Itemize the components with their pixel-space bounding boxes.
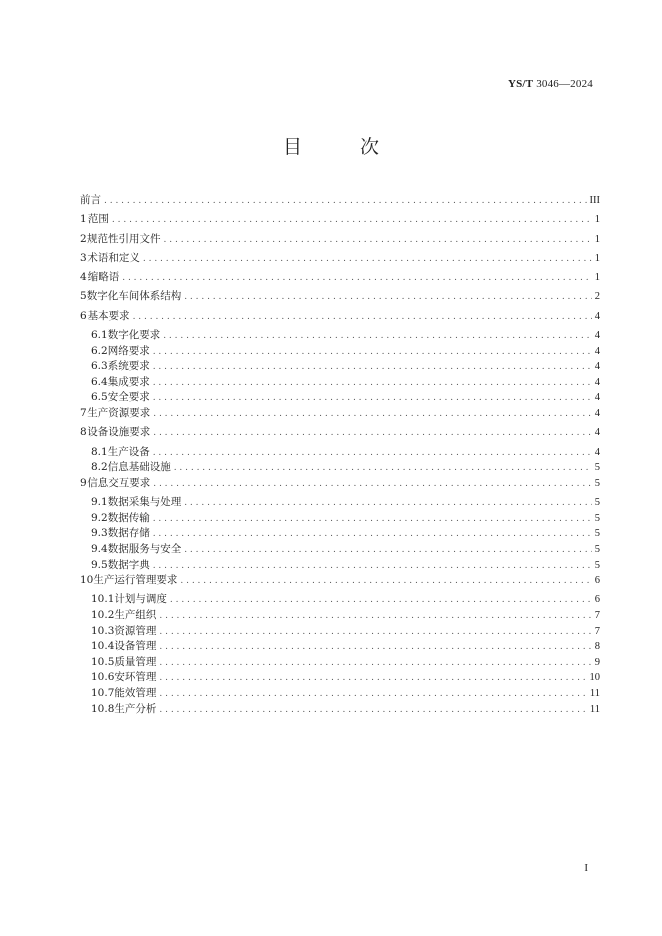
toc-subentry[interactable] [80,525,600,541]
toc-leader-dots [153,529,592,539]
toc-entry-title: 数字化要求 [107,329,161,342]
standard-code-number: 3046—2024 [536,78,593,90]
toc-entry-number: 10.2 [91,608,115,621]
toc-entry-page: 4 [594,330,600,342]
toc-entry-page: 7 [594,625,600,637]
toc-leader-dots [153,448,592,458]
toc-leader-dots [174,463,592,473]
toc-subentry[interactable] [80,638,600,654]
toc-entry-title: 设备管理 [114,640,157,653]
toc-entry-number: 3 [80,251,87,264]
toc-leader-dots [112,215,592,225]
toc-entry-page: 5 [594,477,600,489]
toc-subentry[interactable] [80,623,600,639]
toc-entry-title: 数据存储 [107,527,150,540]
page-number: I [584,862,588,874]
toc-entry-title: 网络要求 [107,344,150,357]
toc-leader-dots [159,705,586,715]
toc-entry-page: 5 [594,559,600,571]
toc-entry-title: 计划与调度 [114,593,167,606]
toc-entry-number: 10.7 [91,686,115,699]
toc-entry-page: 4 [594,446,600,458]
toc-subentry[interactable] [80,607,600,623]
toc-entry-title: 前言 [80,194,101,206]
toc-subentry[interactable] [80,358,600,374]
toc-leader-dots [122,273,592,283]
toc-subentry[interactable] [80,494,600,510]
toc-entry-number: 4 [80,271,87,284]
toc-subentry[interactable] [80,557,600,573]
toc-entry-page: III [589,195,600,206]
toc-entry-page: 5 [594,512,600,524]
toc-entry[interactable] [80,572,600,591]
toc-entry-number: 10.4 [91,640,115,653]
toc-entry-number: 10.5 [91,655,115,668]
toc-entry-number: 10.8 [91,702,115,715]
toc-entry-number: 10.6 [91,671,115,684]
toc-entry-title: 集成要求 [107,375,150,388]
toc-entry-page: 1 [594,233,600,245]
toc-entry[interactable] [80,250,600,269]
toc-entry-number: 9.2 [91,511,108,524]
toc-entry-title: 生产组织 [114,608,157,621]
toc-entry-page: 1 [594,272,600,284]
toc-leader-dots [180,576,591,586]
toc-entry-number: 9.5 [91,558,108,571]
toc-entry-title: 系统要求 [107,360,150,373]
toc-subentry[interactable] [80,374,600,390]
toc-entry-page: 4 [594,392,600,404]
toc-entry-page: 7 [594,609,600,621]
toc-entry-number: 8.2 [91,461,108,474]
toc-leader-dots [153,378,592,388]
toc-leader-dots [184,498,592,508]
toc-entry-page: 6 [594,594,600,606]
toc-entry[interactable] [80,424,600,443]
page-title: 目 次 [282,136,406,158]
toc-entry-page: 4 [594,345,600,357]
toc-entry-page: 10 [589,672,600,684]
toc-leader-dots [153,561,592,571]
toc-entry-page: 4 [594,376,600,388]
toc-entry-page: 11 [589,687,600,699]
toc-entry[interactable] [80,288,600,307]
toc-leader-dots [163,331,592,341]
toc-entry-title: 信息交互要求 [87,476,151,489]
toc-entry-title: 数字化车间体系结构 [86,290,182,303]
toc-entry-number: 6.3 [91,360,108,373]
toc-entry-page: 9 [594,656,600,668]
toc-entry-number: 6.5 [91,391,108,404]
toc-leader-dots [159,642,591,652]
toc-leader-dots [159,611,591,621]
toc-entry-number: 6.1 [91,329,108,342]
toc-entry-number: 2 [80,232,87,245]
toc-entry-number: 10 [80,574,94,587]
toc-entry[interactable] [80,475,600,494]
toc-entry-page: 4 [594,427,600,439]
toc-entry-title: 安全要求 [107,391,150,404]
toc-entry-title: 范围 [87,213,109,226]
toc-entry-page: 5 [594,528,600,540]
toc-entry-number: 6.4 [91,375,108,388]
toc-entry-number: 10.3 [91,624,115,637]
toc-subentry[interactable] [80,343,600,359]
toc-leader-dots [153,393,592,403]
toc-leader-dots [153,362,592,372]
toc-entry-page: 2 [594,291,600,303]
toc-entry-title: 生产运行管理要求 [93,574,178,587]
toc-subentry[interactable] [80,669,600,685]
toc-leader-dots [153,409,592,419]
toc-entry-page: 4 [594,408,600,420]
toc-entry-title: 缩略语 [87,271,120,284]
toc-entry-title: 数据服务与安全 [107,542,182,555]
toc-leader-dots [159,673,586,683]
toc-leader-dots [184,545,592,555]
toc-entry-title: 术语和定义 [87,251,140,264]
toc-subentry[interactable] [80,389,600,405]
toc-entry-title: 设备设施要求 [87,426,151,439]
toc-entry-number: 9.3 [91,527,108,540]
toc-entry-number: 9 [80,476,87,489]
toc-entry-number: 5 [80,290,87,303]
toc-entry-page: 5 [594,497,600,509]
toc-leader-dots [104,196,587,206]
toc-entry-number: 7 [80,407,87,420]
toc-subentry[interactable] [80,510,600,526]
standard-code [508,78,593,90]
toc-leader-dots [170,595,592,605]
toc-entry-number: 9.4 [91,542,108,555]
toc-subentry[interactable] [80,541,600,557]
toc-entry-title: 能效管理 [114,686,157,699]
toc-entry-title: 数据字典 [107,558,150,571]
toc-entry[interactable] [80,211,600,230]
toc-leader-dots [153,347,592,357]
toc-entry-page: 5 [594,462,600,474]
toc-entry-title: 信息基础设施 [107,461,171,474]
toc-entry-number: 9.1 [91,496,108,509]
toc-entry-title: 资源管理 [114,624,157,637]
toc-entry[interactable] [80,269,600,288]
toc-leader-dots [164,235,592,245]
toc-subentry[interactable] [80,327,600,343]
toc-entry-title: 安环管理 [114,671,157,684]
toc-entry-number: 8.1 [91,445,108,458]
toc-leader-dots [159,627,591,637]
toc-leader-dots [184,292,592,302]
toc-entry-page: 4 [594,310,600,322]
toc-entry[interactable] [80,231,600,250]
toc-leader-dots [143,254,592,264]
toc-entry-page: 1 [594,214,600,226]
toc-entry-number: 8 [80,426,87,439]
toc-entry-page: 11 [589,703,600,715]
toc-subentry[interactable] [80,459,600,475]
toc-subentry[interactable] [80,591,600,607]
toc-subentry[interactable] [80,654,600,670]
toc-entry-number: 6.2 [91,344,108,357]
toc-leader-dots [153,428,592,438]
toc-subentry[interactable] [80,701,600,717]
toc-entry-page: 6 [594,575,600,587]
toc-entry-page: 5 [594,543,600,555]
toc-entry-title: 基本要求 [87,309,130,322]
toc-entry[interactable] [80,192,600,211]
toc-entry-page: 4 [594,361,600,373]
toc-entry-title: 生产资源要求 [87,407,151,420]
toc-entry[interactable] [80,308,600,327]
toc-leader-dots [159,658,591,668]
toc-entry-title: 规范性引用文件 [87,232,161,245]
toc-entry-title: 生产设备 [107,445,150,458]
toc-subentry[interactable] [80,685,600,701]
standard-code-prefix: YS/T [507,78,534,90]
toc-entry-title: 数据传输 [107,511,150,524]
toc-entry-number: 10.1 [91,593,115,606]
toc-leader-dots [159,689,586,699]
toc-entry-number: 1 [80,213,87,226]
toc-entry-page: 1 [594,252,600,264]
toc-entry[interactable] [80,405,600,424]
toc-leader-dots [153,514,592,524]
toc-subentry[interactable] [80,444,600,460]
toc-leader-dots [133,312,592,322]
toc-entry-page: 8 [594,641,600,653]
toc-leader-dots [153,479,592,489]
toc-entry-title: 生产分析 [114,702,157,715]
toc-entry-title: 数据采集与处理 [107,496,182,509]
toc-entry-number: 6 [80,309,87,322]
toc-entry-title: 质量管理 [114,655,157,668]
table-of-contents [80,192,600,716]
